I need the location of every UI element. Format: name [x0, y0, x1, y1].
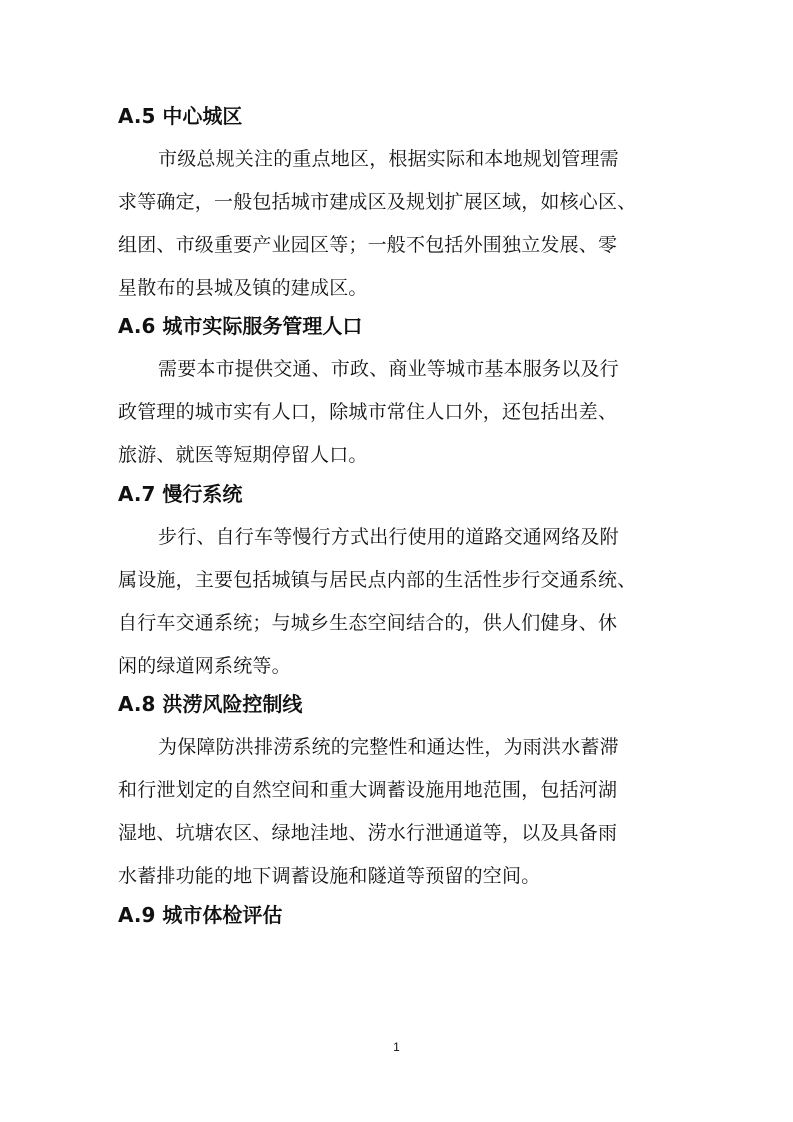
section-a6-line-3: 旅游、就医等短期停留人口。 — [118, 444, 368, 466]
section-a8-line-4: 水蓄排功能的地下调蓄设施和隧道等预留的空间。 — [118, 865, 541, 887]
section-a7-line-1: 步行、自行车等慢行方式出行使用的道路交通网络及附 — [158, 526, 619, 548]
section-a8-line-1: 为保障防洪排涝系统的完整性和通达性，为雨洪水蓄滞 — [158, 736, 619, 758]
section-a5-line-2: 求等确定，一般包括城市建成区及规划扩展区域，如核心区、 — [118, 191, 637, 213]
section-heading-a7: A.7 慢行系统 — [118, 482, 243, 506]
section-a8-line-2: 和行泄划定的自然空间和重大调蓄设施用地范围，包括河湖 — [118, 779, 618, 801]
section-a6-line-2: 政管理的城市实有人口，除城市常住人口外，还包括出差、 — [118, 401, 618, 423]
section-heading-a9: A.9 城市体检评估 — [118, 903, 283, 927]
section-heading-a8: A.8 洪涝风险控制线 — [118, 692, 303, 716]
section-a8-line-3: 湿地、坑塘农区、绿地洼地、涝水行泄通道等，以及具备雨 — [118, 822, 618, 844]
section-a5-line-4: 星散布的县城及镇的建成区。 — [118, 277, 368, 299]
section-heading-a6: A.6 城市实际服务管理人口 — [118, 314, 363, 338]
section-a7-line-4: 闲的绿道网系统等。 — [118, 655, 291, 677]
section-a6-line-1: 需要本市提供交通、市政、商业等城市基本服务以及行 — [158, 358, 619, 380]
section-a7-line-2: 属设施，主要包括城镇与居民点内部的生活性步行交通系统、 — [118, 569, 637, 591]
page-number: 1 — [393, 1040, 400, 1054]
section-a5-line-1: 市级总规关注的重点地区，根据实际和本地规划管理需 — [158, 148, 619, 170]
section-a7-line-3: 自行车交通系统；与城乡生态空间结合的，供人们健身、休 — [118, 612, 618, 634]
section-heading-a5: A.5 中心城区 — [118, 104, 243, 128]
section-a5-line-3: 组团、市级重要产业园区等；一般不包括外围独立发展、零 — [118, 234, 618, 256]
